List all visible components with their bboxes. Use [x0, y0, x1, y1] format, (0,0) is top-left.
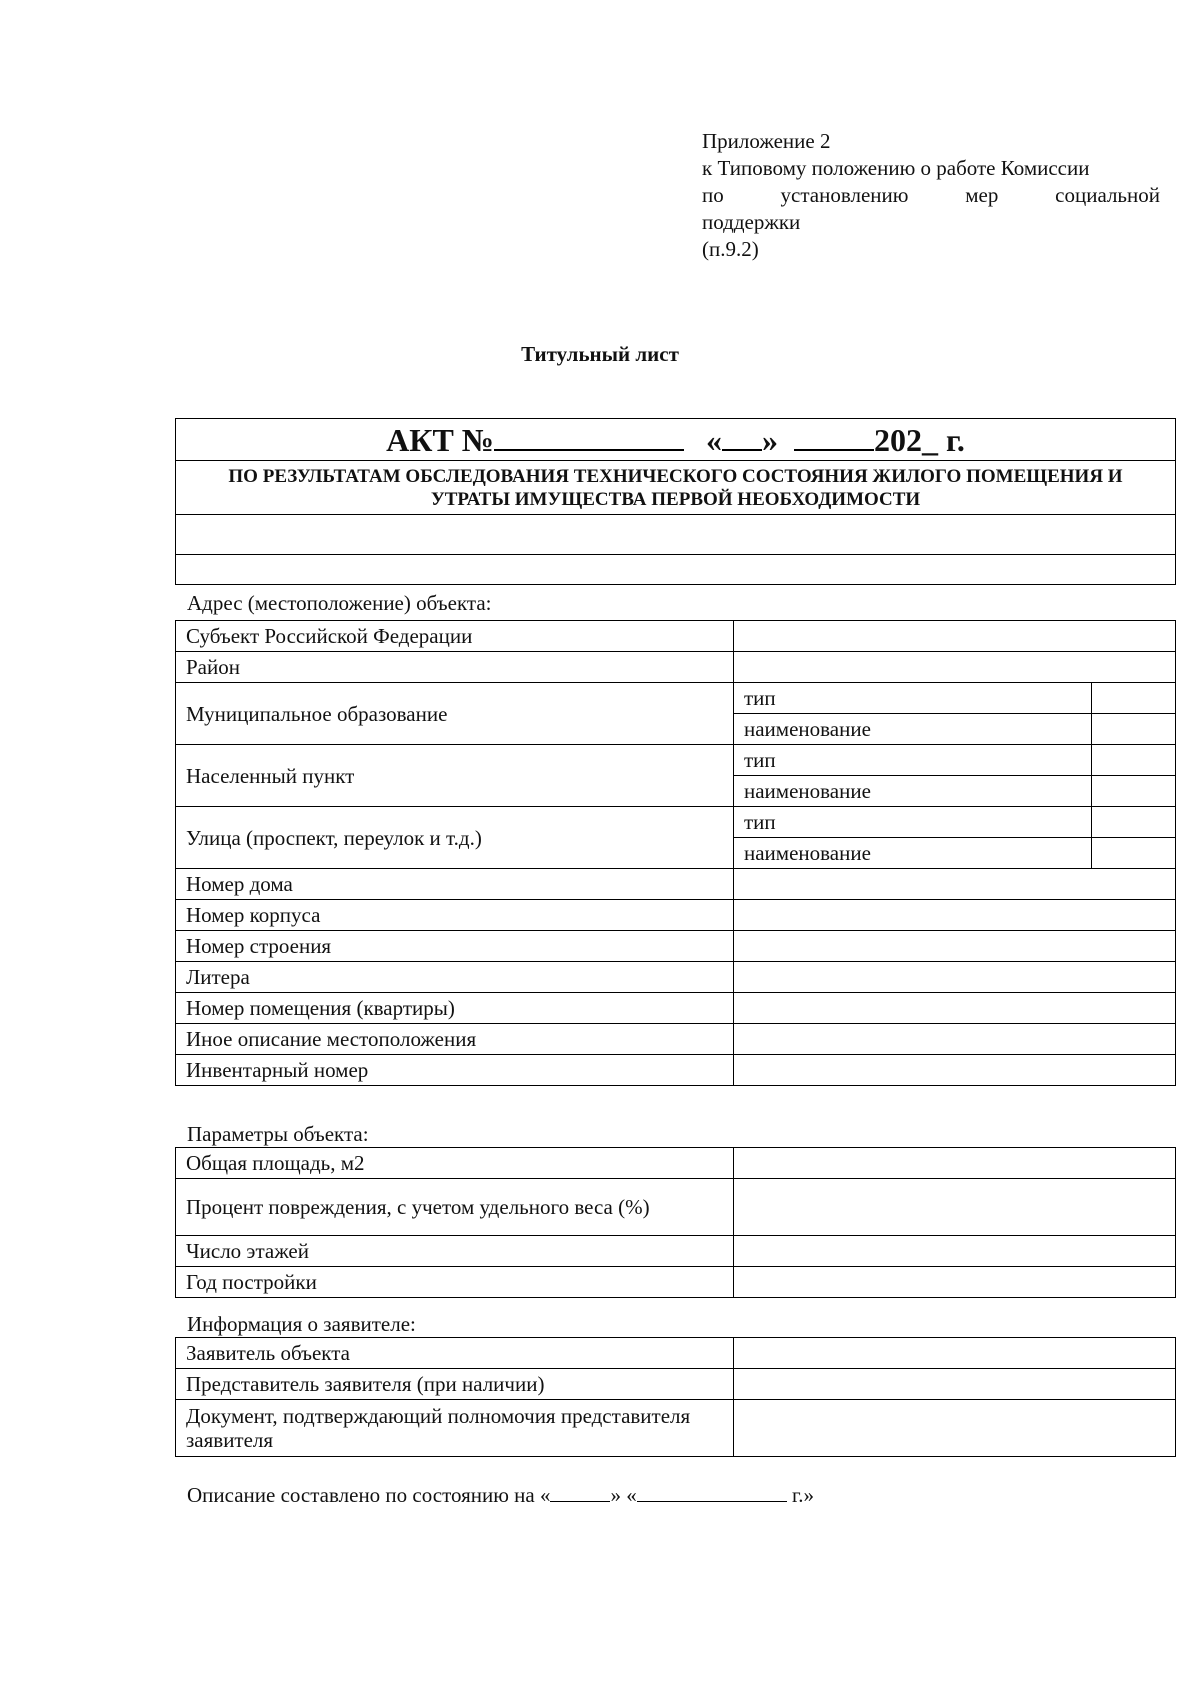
value-cell[interactable] [734, 1179, 1176, 1236]
value-cell[interactable] [734, 1267, 1176, 1298]
value-cell[interactable] [734, 900, 1176, 931]
appendix-line-4: поддержки [702, 210, 801, 234]
act-number-blank[interactable] [494, 419, 684, 451]
row-label: Субъект Российской Федерации [176, 621, 734, 652]
footer-day-blank[interactable] [550, 1481, 610, 1502]
value-cell[interactable] [1092, 714, 1176, 745]
table-row [176, 900, 1176, 931]
value-cell[interactable] [1092, 683, 1176, 714]
appendix-line-1: Приложение 2 [702, 129, 831, 153]
table-row [176, 1024, 1176, 1055]
act-quote-close: » [761, 422, 778, 458]
value-cell[interactable] [1092, 776, 1176, 807]
sub-label: тип [734, 807, 1092, 838]
table-row [176, 962, 1176, 993]
table-row [176, 621, 1176, 652]
sub-label: тип [734, 745, 1092, 776]
table-row [176, 869, 1176, 900]
appendix-line-3 [702, 182, 1160, 209]
act-number-prefix: АКТ № [386, 422, 494, 458]
appendix-line-2: к Типовому положению о работе Комиссии [702, 156, 1090, 180]
value-cell[interactable] [734, 1055, 1176, 1086]
appendix-line-5: (п.9.2) [702, 237, 759, 261]
footer-year-suffix: г.» [791, 1483, 814, 1507]
value-cell[interactable] [734, 869, 1176, 900]
table-row [176, 1236, 1176, 1267]
act-quote-open: « [705, 422, 722, 458]
applicant-section-label: Информация о заявителе: [187, 1312, 416, 1336]
act-subtitle-line-2: УТРАТЫ ИМУЩЕСТВА ПЕРВОЙ НЕОБХОДИМОСТИ [430, 489, 921, 510]
row-label: Процент повреждения, с учетом удельного веса (%) [176, 1179, 734, 1236]
footer-quote: « [626, 1483, 637, 1507]
act-day-blank[interactable] [722, 419, 762, 451]
footer-quote: « [539, 1483, 551, 1507]
row-label: Номер строения [176, 931, 734, 962]
value-cell[interactable] [734, 1148, 1176, 1179]
act-month-blank[interactable] [794, 419, 874, 451]
act-year: 202_ г. [873, 422, 965, 458]
row-label: Район [176, 652, 734, 683]
footer-text: Описание составлено по состоянию на [187, 1483, 535, 1507]
row-label: Номер помещения (квартиры) [176, 993, 734, 1024]
act-subtitle-line-1: ПО РЕЗУЛЬТАТАМ ОБСЛЕДОВАНИЯ ТЕХНИЧЕСКОГО СОСТОЯНИЯ ЖИЛОГО ПОМЕЩЕНИЯ И [228, 466, 1123, 487]
value-cell[interactable] [734, 1369, 1176, 1400]
table-row [176, 683, 1176, 714]
sub-label: тип [734, 683, 1092, 714]
sub-label: наименование [734, 776, 1092, 807]
row-label: Номер корпуса [176, 900, 734, 931]
table-row [176, 931, 1176, 962]
appendix-word: мер [965, 183, 999, 207]
act-subtitle [176, 461, 1175, 515]
appendix-block [702, 128, 1160, 263]
act-title [176, 419, 1175, 461]
act-header-box [175, 418, 1176, 585]
value-cell[interactable] [1092, 838, 1176, 869]
row-label: Инвентарный номер [176, 1055, 734, 1086]
value-cell[interactable] [734, 652, 1176, 683]
applicant-table [175, 1337, 1176, 1457]
table-row [176, 652, 1176, 683]
value-cell[interactable] [734, 1400, 1176, 1457]
value-cell[interactable] [734, 931, 1176, 962]
row-label: Населенный пункт [176, 745, 734, 807]
value-cell[interactable] [1092, 745, 1176, 776]
address-table [175, 620, 1176, 1086]
footer-date-blank[interactable] [637, 1481, 787, 1502]
address-section-label: Адрес (местоположение) объекта: [187, 591, 492, 615]
value-cell[interactable] [734, 1236, 1176, 1267]
value-cell[interactable] [734, 962, 1176, 993]
table-row [176, 807, 1176, 838]
table-row [176, 1400, 1176, 1457]
value-cell[interactable] [1092, 807, 1176, 838]
params-table [175, 1147, 1176, 1298]
row-label: Номер дома [176, 869, 734, 900]
value-cell[interactable] [734, 993, 1176, 1024]
table-row [176, 1338, 1176, 1369]
row-label: Муниципальное образование [176, 683, 734, 745]
table-row [176, 1055, 1176, 1086]
appendix-word: социальной [1055, 183, 1160, 207]
value-cell[interactable] [734, 621, 1176, 652]
table-row [176, 1179, 1176, 1236]
row-label: Документ, подтверждающий полномочия представителя заявителя [176, 1400, 734, 1457]
sub-label: наименование [734, 714, 1092, 745]
row-label: Улица (проспект, переулок и т.д.) [176, 807, 734, 869]
row-label: Число этажей [176, 1236, 734, 1267]
page-title: Титульный лист [521, 342, 679, 366]
row-label: Общая площадь, м2 [176, 1148, 734, 1179]
table-row [176, 1267, 1176, 1298]
table-row [176, 745, 1176, 776]
appendix-word: установлению [780, 183, 909, 207]
value-cell[interactable] [734, 1338, 1176, 1369]
row-label: Заявитель объекта [176, 1338, 734, 1369]
row-label: Представитель заявителя (при наличии) [176, 1369, 734, 1400]
footer-statement [187, 1481, 814, 1508]
value-cell[interactable] [734, 1024, 1176, 1055]
act-empty-row[interactable] [176, 515, 1175, 555]
row-label: Литера [176, 962, 734, 993]
row-label: Год постройки [176, 1267, 734, 1298]
table-row [176, 993, 1176, 1024]
appendix-word: по [702, 183, 724, 207]
table-row [176, 1148, 1176, 1179]
act-empty-row[interactable] [176, 555, 1175, 584]
table-row [176, 1369, 1176, 1400]
row-label: Иное описание местоположения [176, 1024, 734, 1055]
footer-quote: » [610, 1483, 621, 1507]
sub-label: наименование [734, 838, 1092, 869]
params-section-label: Параметры объекта: [187, 1122, 369, 1146]
